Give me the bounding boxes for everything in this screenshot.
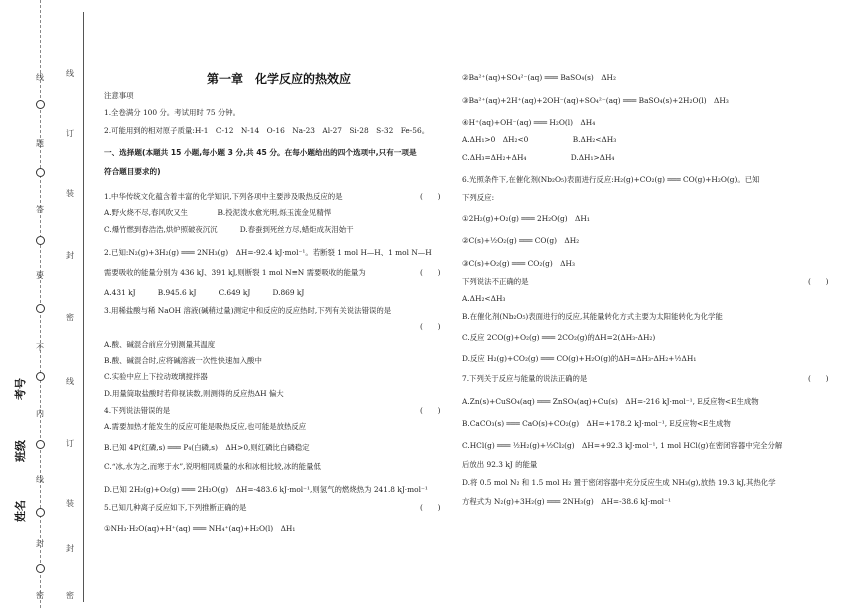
margin-char: 封 (66, 251, 74, 260)
question-option: D.将 0.5 mol N₂ 和 1.5 mol H₂ 置于密闭容器中充分反应生成 NH₃(g),放热 19.3 kJ,其热化学 (462, 478, 776, 487)
binding-hole (36, 508, 45, 517)
binding-hole (36, 372, 45, 381)
question-3: 3.用稀盐酸与稀 NaOH 溶液(碱稍过量)测定中和反应的反应热时,下列有关说法错误的是 (104, 306, 392, 315)
question-option: B.酸、碱混合时,应将碱溶液一次性快速加入酸中 (104, 356, 262, 365)
question-option: A.431 kJ B.945.6 kJ C.649 kJ D.869 kJ (104, 288, 305, 297)
question-option: B.已知 4P(红磷,s) ═══ P₄(白磷,s) ΔH>0,则红磷比白磷稳定 (104, 443, 310, 452)
question-1: 1.中华传统文化蕴含着丰富的化学知识,下列各项中主要涉及吸热反应的是 (104, 192, 343, 201)
equation: ①NH₃·H₂O(aq)+H⁺(aq) ═══ NH₄⁺(aq)+H₂O(l) ΔH₁ (104, 524, 296, 533)
margin-char: 线 (66, 377, 74, 386)
section-heading: 一、选择题(本题共 15 小题,每小题 3 分,共 45 分。在每小题给出的四个选项中,只有一项是 (104, 148, 417, 157)
equation: ①2H₂(g)+O₂(g) ═══ 2H₂O(g) ΔH₁ (462, 214, 590, 223)
question-option: B.CaCO₃(s) ═══ CaO(s)+CO₂(g) ΔH=+178.2 kJ·mol⁻¹, E反应物<E生成物 (462, 419, 731, 428)
margin-char: 密 (66, 313, 74, 322)
answer-blank: ( ) (420, 192, 441, 201)
chapter-title: 第一章 化学反应的热效应 (206, 72, 351, 86)
question-4: 4.下列说法错误的是 (104, 406, 171, 415)
question-option: B.在催化剂(Nb₂O₅)表面进行的反应,其能量转化方式主要为太阳能转化为化学能 (462, 312, 723, 321)
binding-hole (36, 564, 45, 573)
answer-blank: ( ) (808, 277, 829, 286)
notice-heading: 注意事项 (104, 91, 134, 100)
answer-blank: ( ) (420, 406, 441, 415)
question-option: C.HCl(g) ═══ ½H₂(g)+½Cl₂(g) ΔH=+92.3 kJ·mol⁻¹, 1 mol HCl(g)在密闭容器中完全分解 (462, 441, 783, 450)
margin-border (83, 12, 84, 602)
student-id-label: 考号 (14, 378, 27, 400)
margin-char: 装 (66, 499, 74, 508)
notice-item: 1.全卷满分 100 分。考试用时 75 分钟。 (104, 108, 241, 117)
question-text: 下列反应: (462, 193, 495, 202)
margin-char: 线 (36, 475, 44, 484)
question-option: A.Zn(s)+CuSO₄(aq) ═══ ZnSO₄(aq)+Cu(s) ΔH=-216 kJ·mol⁻¹, E反应物<E生成物 (462, 397, 759, 406)
question-6: 6.光照条件下,在催化剂(Nb₂O₅)表面进行反应:H₂(g)+CO₂(g) ═══ CO(g)+H₂O(g)。已知 (462, 175, 760, 184)
margin-char: 密 (66, 591, 74, 600)
question-option: D.用量筒取盐酸时若仰视读数,则测得的反应热ΔH 偏大 (104, 389, 284, 398)
question-text: 方程式为 N₂(g)+3H₂(g) ═══ 2NH₃(g) ΔH=-38.6 kJ·mol⁻¹ (462, 497, 671, 506)
question-option: A.需要加热才能发生的反应可能是吸热反应,也可能是放热反应 (104, 422, 307, 431)
question-option: C.实验中应上下拉动玻璃搅拌器 (104, 372, 208, 381)
class-label: 班级 (14, 440, 27, 462)
question-option: C.爆竹燃到春浩浩,烘炉照破夜沉沉 D.春蚕到死丝方尽,蜡炬成灰泪始干 (104, 225, 354, 234)
margin-char: 线 (66, 69, 74, 78)
question-option: C.反应 2CO(g)+O₂(g) ═══ 2CO₂(g)的ΔH=2(ΔH₃-ΔH₂) (462, 333, 656, 342)
question-option: A.野火烧不尽,春风吹又生 B.投泥泼水愈光明,烁玉流金见精悍 (104, 208, 332, 217)
margin-char: 装 (66, 189, 74, 198)
margin-char: 订 (66, 129, 74, 138)
question-option: D.已知 2H₂(g)+O₂(g) ═══ 2H₂O(g) ΔH=-483.6 kJ·mol⁻¹,则氢气的燃烧热为 241.8 kJ·mol⁻¹ (104, 485, 428, 494)
question-option: A.ΔH₁>0 ΔH₂<0 B.ΔH₂<ΔH₃ (462, 135, 617, 144)
answer-blank: ( ) (420, 503, 441, 512)
section-heading: 符合题目要求的) (104, 167, 161, 176)
question-5: 5.已知几种离子反应如下,下列推断正确的是 (104, 503, 247, 512)
question-text: 下列说法不正确的是 (462, 277, 529, 286)
notice-item: 2.可能用到的相对原子质量:H-1 C-12 N-14 O-16 Na-23 Al-27 Si-28 S-32 Fe-56。 (104, 126, 430, 135)
binding-margin (0, 0, 86, 608)
margin-char: 封 (66, 544, 74, 553)
equation: ④H⁺(aq)+OH⁻(aq) ═══ H₂O(l) ΔH₄ (462, 118, 596, 127)
binding-hole (36, 304, 45, 313)
question-2: 2.已知:N₂(g)+3H₂(g) ═══ 2NH₃(g) ΔH=-92.4 kJ·mol⁻¹。若断裂 1 mol H—H、1 mol N—H (104, 248, 432, 257)
question-option: A.ΔH₂<ΔH₃ (462, 294, 506, 303)
equation: ③Ba²⁺(aq)+2H⁺(aq)+2OH⁻(aq)+SO₄²⁻(aq) ═══ BaSO₄(s)+2H₂O(l) ΔH₃ (462, 96, 729, 105)
binding-hole (36, 168, 45, 177)
question-7: 7.下列关于反应与能量的说法正确的是 (462, 374, 588, 383)
equation: ②C(s)+½O₂(g) ═══ CO(g) ΔH₂ (462, 236, 580, 245)
equation: ②Ba²⁺(aq)+SO₄²⁻(aq) ═══ BaSO₄(s) ΔH₂ (462, 73, 616, 82)
margin-char: 不 (36, 343, 44, 352)
margin-char: 内 (36, 409, 44, 418)
equation: ③C(s)+O₂(g) ═══ CO₂(g) ΔH₃ (462, 259, 575, 268)
margin-char: 密 (36, 591, 44, 600)
name-label: 姓名 (14, 500, 27, 522)
margin-char: 答 (36, 205, 44, 214)
binding-hole (36, 100, 45, 109)
question-text: 需要吸收的能量分别为 436 kJ、391 kJ,则断裂 1 mol N≡N 需要吸收的能量为 (104, 268, 366, 277)
answer-blank: ( ) (420, 322, 441, 331)
question-option: A.酸、碱混合前应分别测量其温度 (104, 340, 216, 349)
margin-char: 封 (36, 539, 44, 548)
margin-char: 订 (66, 439, 74, 448)
margin-char: 题 (36, 139, 44, 148)
margin-char: 要 (36, 271, 44, 280)
binding-hole (36, 440, 45, 449)
question-option: C.“冰,水为之,而寒于水”,说明相同质量的水和冰相比较,冰的能量低 (104, 462, 321, 471)
question-text: 后放出 92.3 kJ 的能量 (462, 460, 538, 469)
question-option: C.ΔH₃=ΔH₂+ΔH₄ D.ΔH₁>ΔH₄ (462, 153, 615, 162)
answer-blank: ( ) (808, 374, 829, 383)
binding-hole (36, 236, 45, 245)
answer-blank: ( ) (420, 268, 441, 277)
margin-char: 线 (36, 73, 44, 82)
question-option: D.反应 H₂(g)+CO₂(g) ═══ CO(g)+H₂O(g)的ΔH=ΔH₃-ΔH₂+½ΔH₁ (462, 354, 697, 363)
